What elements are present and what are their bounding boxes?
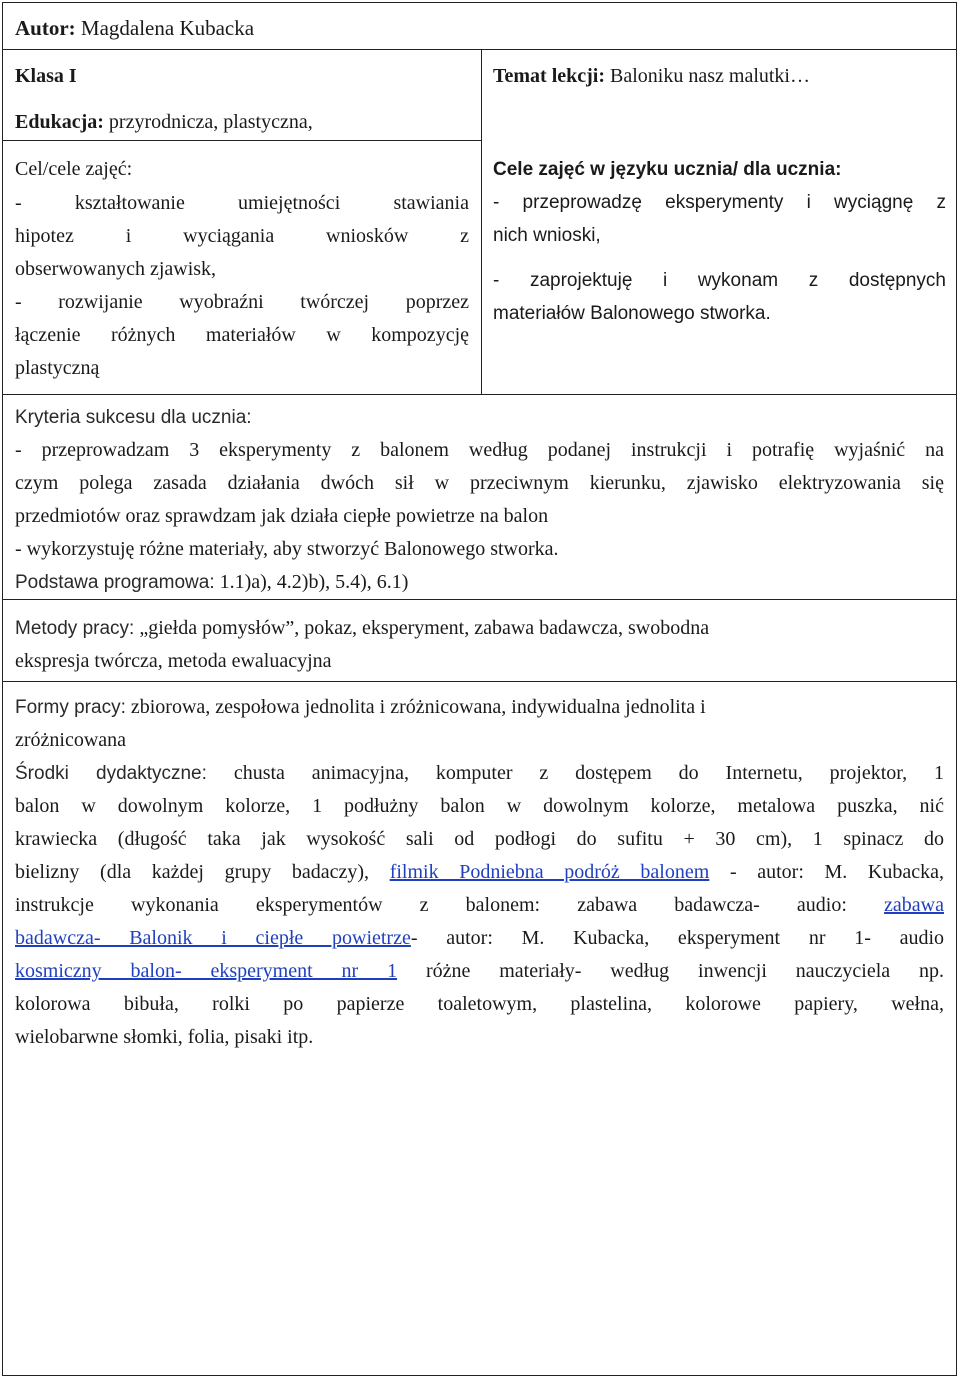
goals-label: Cel/cele zajęć: — [15, 158, 133, 180]
class-cell — [3, 60, 481, 139]
means-line: wielobarwne słomki, folia, pisaki itp. — [15, 1026, 314, 1048]
student-goal-line: - przeprowadzę eksperymenty i wyciągnę z — [493, 192, 946, 213]
criteria-line: - wykorzystuję różne materiały, aby stworzyć Balonowego stworka. — [15, 538, 559, 560]
topic-value: Baloniku nasz malutki… — [610, 65, 810, 87]
student-goals-label: Cele zajęć w języku ucznia/ dla ucznia: — [493, 159, 842, 180]
student-goal-line: nich wnioski, — [493, 225, 601, 246]
goal-line: plastyczną — [15, 357, 100, 379]
author-row — [3, 3, 956, 50]
methods-cell — [3, 612, 956, 678]
means-text: chusta animacyjna, komputer z dostępem do Internetu, projektor, 1 — [233, 762, 945, 784]
author-label: Autor: — [15, 16, 76, 40]
goal-line: - rozwijanie wyobraźni twórczej poprzez — [15, 291, 469, 313]
student-goals-cell — [481, 153, 958, 330]
forms-line: zróżnicowana — [15, 729, 127, 751]
methods-label: Metody pracy: — [15, 618, 135, 639]
student-goal-line: - zaprojektuję i wykonam z dostępnych — [493, 270, 946, 291]
audio-link-zabawa[interactable]: badawcza- Balonik i ciepłe powietrze — [15, 927, 411, 949]
criteria-row — [3, 395, 956, 600]
means-line: balon w dowolnym kolorze, 1 podłużny balon w dowolnym kolorze, metalowa puszka, nić — [15, 795, 944, 817]
curriculum-label: Podstawa programowa: — [15, 572, 215, 593]
methods-row — [3, 600, 956, 682]
methods-line: „giełda pomysłów”, pokaz, eksperyment, zabawa badawcza, swobodna — [139, 617, 710, 639]
audio-link-zabawa[interactable]: zabawa — [884, 894, 944, 916]
means-text: bielizny (dla każdej grupy badaczy), — [15, 861, 390, 883]
student-goal-line: materiałów Balonowego stworka. — [493, 303, 771, 324]
criteria-line: czym polega zasada działania dwóch sił w przeciwnym kierunku, zjawisko elektryzowania się — [15, 472, 944, 494]
curriculum-value: 1.1)a), 4.2)b), 5.4), 6.1) — [219, 571, 409, 593]
class-label: Klasa I — [15, 65, 77, 87]
means-line — [15, 922, 944, 955]
forms-label: Formy pracy: — [15, 697, 126, 718]
topic-cell — [481, 60, 958, 93]
criteria-cell — [3, 401, 956, 599]
video-link[interactable]: filmik Podniebna podróż balonem — [389, 861, 710, 883]
means-text: instrukcje wykonania eksperymentów z balonem: zabawa badawcza- audio: — [15, 894, 885, 916]
author-line — [3, 12, 266, 45]
means-line — [15, 955, 944, 988]
forms-line: zbiorowa, zespołowa jednolita i zróżnicowana, indywidualna jednolita i — [130, 696, 706, 718]
author-value: Magdalena Kubacka — [80, 16, 255, 40]
means-line — [15, 856, 944, 889]
means-line — [15, 889, 944, 922]
education-label: Edukacja: — [15, 111, 104, 133]
criteria-label: Kryteria sukcesu dla ucznia: — [15, 407, 252, 428]
goal-line: - kształtowanie umiejętności stawiania — [15, 192, 469, 214]
topic-label: Temat lekcji: — [493, 65, 606, 87]
education-value: przyrodnicza, plastyczna, — [108, 111, 313, 133]
means-line — [15, 757, 944, 790]
means-line: kolorowa bibuła, rolki po papierze toaletowym, plastelina, kolorowe papiery, wełna, — [15, 993, 944, 1015]
audio-link-experiment[interactable]: kosmiczny balon- eksperyment nr 1 — [15, 960, 398, 982]
lesson-plan-document — [2, 2, 957, 1376]
means-text: - autor: M. Kubacka, — [709, 861, 944, 883]
goals-cell — [3, 153, 481, 385]
means-text: - autor: M. Kubacka, eksperyment nr 1- audio — [410, 927, 945, 949]
forms-means-row — [3, 682, 956, 1377]
left-divider — [3, 140, 481, 141]
means-line: krawiecka (długość taka jak wysokość sali od podłogi do sufitu + 30 cm), 1 spinacz do — [15, 828, 944, 850]
criteria-line: przedmiotów oraz sprawdzam jak działa ciepłe powietrze na balon — [15, 505, 549, 527]
header-grid — [3, 50, 956, 395]
methods-line: ekspresja twórcza, metoda ewaluacyjna — [15, 650, 332, 672]
forms-cell — [3, 691, 956, 1054]
means-label: Środki dydaktyczne: — [15, 763, 207, 784]
criteria-line: - przeprowadzam 3 eksperymenty z balonem według podanej instrukcji i potrafię wyjaśnić na — [15, 439, 944, 461]
goal-line: łączenie różnych materiałów w kompozycję — [15, 324, 469, 346]
curriculum-line — [15, 566, 944, 599]
goal-line: hipotez i wyciągania wniosków z — [15, 225, 469, 247]
goal-line: obserwowanych zjawisk, — [15, 258, 217, 280]
means-text: różne materiały- według inwencji nauczyciela np. — [397, 960, 945, 982]
